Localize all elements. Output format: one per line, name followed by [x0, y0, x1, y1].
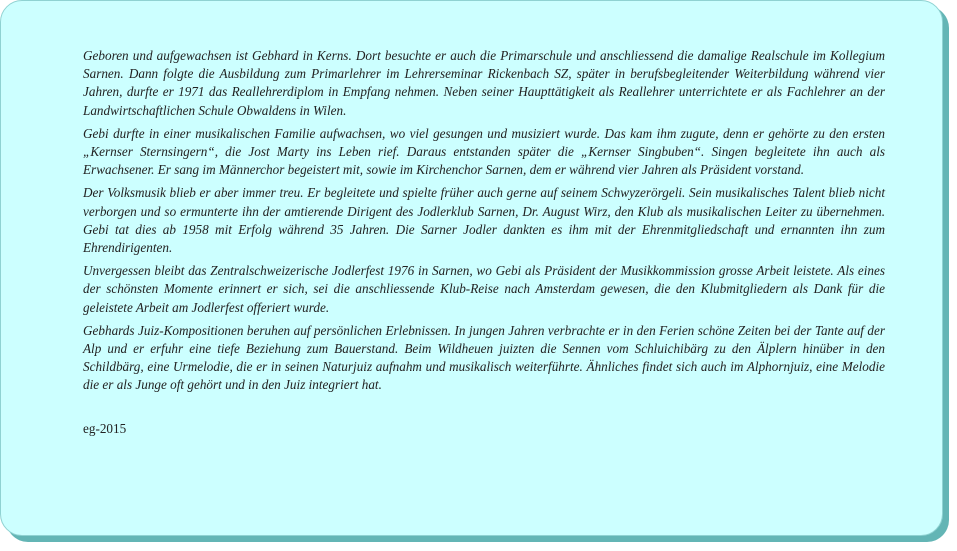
biography-text: [83, 47, 885, 438]
paragraph-compositions: Gebhards Juiz-Kompositionen beruhen auf persönlichen Erlebnissen. In jungen Jahren verbrachte er in den Ferien schöne Zeiten bei der Tante auf der Alp und er erfuhr eine tiefe Beziehung zum Bauerstand. Beim Wildheuen juizten die Sennen vom Schluichibärg zu den Älplern hinüber in den Schildbärg, eine Urmelodie, die er in seinen Naturjuiz aufnahm und musikalisch weiterführte. Ähnliches findet sich auch im Alphornjuiz, eine Melodie die er als Junge oft gehört und in den Juiz integriert hat.: [83, 322, 885, 393]
paragraph-jodlerfest: Unvergessen bleibt das Zentralschweizerische Jodlerfest 1976 in Sarnen, wo Gebi als Präsident der Musikkommission grosse Arbeit leistete. Als eines der schönsten Momente erinnert er sich, sei die anschliessende Klub-Reise nach Amsterdam gewesen, die den Klubmitgliedern als Dank für die geleistete Arbeit am Jodlerfest offeriert wurde.: [83, 263, 885, 315]
signature: eg-2015: [83, 420, 127, 436]
paragraph-education: Geboren und aufgewachsen ist Gebhard in Kerns. Dort besuchte er auch die Primarschule und anschliessend die damalige Realschule im Kollegium Sarnen. Dann folgte die Ausbildung zum Primarlehrer im Lehrerseminar Rickenbach SZ, später in berufsbegleitender Weiterbildung während vier Jahren, durfte er 1971 das Reallehrerdiplom in Empfang nehmen. Neben seiner Haupttätigkeit als Reallehrer unterrichtete er als Fachlehrer an der Landwirtschaftlichen Schule Obwaldens in Wilen.: [83, 48, 885, 118]
paragraph-music-family: Gebi durfte in einer musikalischen Familie aufwachsen, wo viel gesungen und musiziert wurde. Das kam ihm zugute, denn er gehörte zu den ersten „Kernser Sternsingern“, die Jost Marty ins Leben rief. Daraus entstanden später die „Kernser Singbuben“. Singen begleitete ihn auch als Erwachsener. Er sang im Männerchor begeistert mit, sowie im Kirchenchor Sarnen, dem er während vier Jahren als Präsident vorstand.: [83, 125, 885, 178]
paragraph-folk-music: Der Volksmusik blieb er aber immer treu. Er begleitete und spielte früher auch gerne auf seinem Schwyzerörgeli. Sein musikalisches Talent blieb nicht verborgen und so ermunterte ihn der amtierende Dirigent des Jodlerklub Sarnen, Dr. August Wirz, den Klub als musikalischen Leiter zu übernehmen. Gebi tat dies ab 1958 mit Erfolg während 35 Jahren. Die Sarner Jodler dankten es ihm mit der Ehrenmitgliedschaft und ernannten ihn zum Ehrendirigenten.: [83, 185, 885, 256]
